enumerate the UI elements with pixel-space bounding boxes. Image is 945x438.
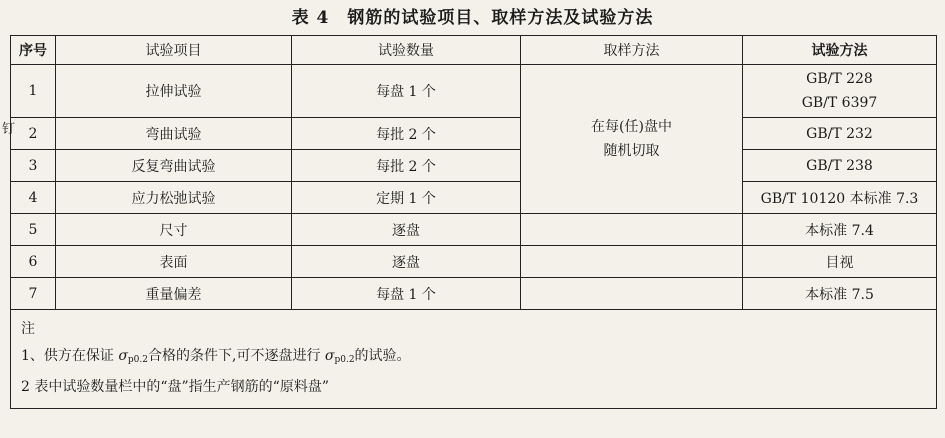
table-caption: 钢筋的试验项目、取样方法及试验方法 [347,8,654,28]
row-index: 4 [11,182,56,214]
row-item: 重量偏差 [56,278,292,310]
row-item: 拉伸试验 [56,65,292,118]
note-1-suffix: 的试验。 [354,348,411,364]
sigma-subscript: p0.2 [127,355,148,365]
sigma-symbol: σ [118,348,128,364]
header-method: 试验方法 [743,36,937,65]
row-index: 2 [11,118,56,150]
row-quantity: 每盘 1 个 [292,65,521,118]
row-quantity: 定期 1 个 [292,182,521,214]
table-row [11,182,937,214]
header-item: 试验项目 [56,36,292,65]
notes-label: 注 [21,321,35,337]
row-quantity: 每盘 1 个 [292,278,521,310]
sigma-subscript: p0.2 [334,355,355,365]
row-index: 3 [11,150,56,182]
sampling-method-cell [521,65,743,214]
row-method: GB/T 10120 本标准 7.3 [743,182,937,214]
row-method: 本标准 7.4 [743,214,937,246]
row-method: GB/T 232 [743,118,937,150]
row-sampling-empty [521,246,743,278]
row-index: 5 [11,214,56,246]
row-method: GB/T 238 [743,150,937,182]
row-sampling-empty [521,214,743,246]
table-title [0,3,945,28]
row-item: 反复弯曲试验 [56,150,292,182]
row-quantity: 每批 2 个 [292,150,521,182]
note-1-middle: 合格的条件下,可不逐盘进行 [148,348,325,364]
row-item: 表面 [56,246,292,278]
row-item: 应力松弛试验 [56,182,292,214]
row-method: 目视 [743,246,937,278]
row-item: 弯曲试验 [56,118,292,150]
row-sampling-empty [521,278,743,310]
method-line-1: GB/T 228 [806,71,873,87]
row-method [743,65,937,118]
row-item: 尺寸 [56,214,292,246]
notes-row [11,310,937,409]
row-quantity: 逐盘 [292,214,521,246]
row-index: 1 [11,65,56,118]
table-number: 表 4 [291,8,330,28]
table-row [11,150,937,182]
row-quantity: 逐盘 [292,246,521,278]
note-1-prefix: 1、供方在保证 [21,348,119,364]
notes-cell [11,310,937,409]
sampling-line-2: 随机切取 [603,143,660,159]
row-quantity: 每批 2 个 [292,118,521,150]
row-index: 7 [11,278,56,310]
row-index: 6 [11,246,56,278]
sampling-line-1: 在每(任)盘中 [591,119,672,135]
row-method: 本标准 7.5 [743,278,937,310]
table-row [11,246,937,278]
table-row [11,278,937,310]
table-row [11,214,937,246]
table-row [11,118,937,150]
binding-margin-mark: 钉 [2,122,16,137]
header-quantity: 试验数量 [292,36,521,65]
method-line-2: GB/T 6397 [801,95,878,111]
table-header-row [11,36,937,65]
table-row [11,65,937,118]
note-1 [21,343,936,374]
header-sampling: 取样方法 [521,36,743,65]
sigma-symbol: σ [324,348,335,364]
test-items-table [10,35,937,409]
note-2: 2 表中试验数量栏中的“盘”指生产钢筋的“原料盘” [21,379,329,395]
header-index: 序号 [11,36,56,65]
